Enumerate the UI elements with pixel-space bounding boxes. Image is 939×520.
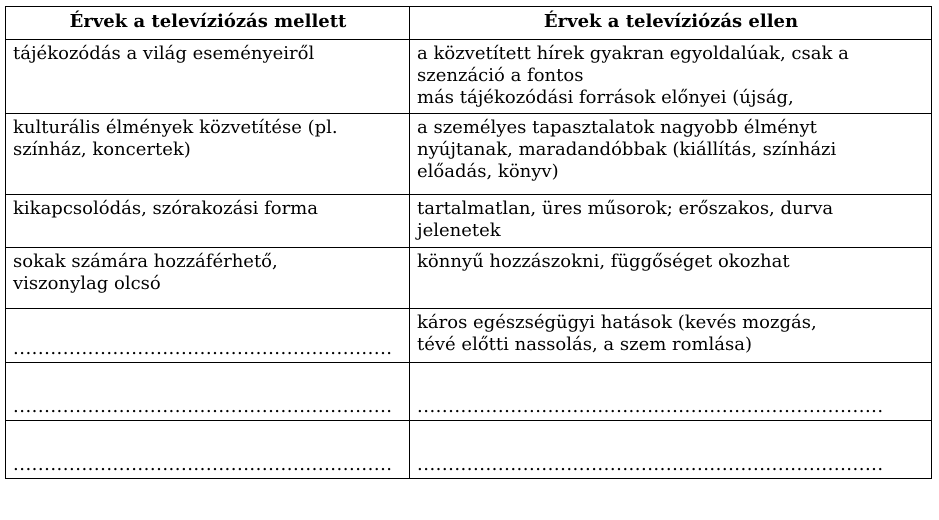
blank-dotted-line: ............................................................. (13, 454, 393, 475)
blank-dotted-line: ........................................................................... (417, 454, 884, 475)
blank-dotted-line: ............................................................. (13, 396, 393, 417)
contra-cell (410, 40, 932, 114)
pro-cell-blank[interactable] (6, 363, 410, 421)
header-contra: Érvek a televíziózás ellen (410, 7, 932, 40)
header-row (6, 7, 932, 40)
blank-dotted-line: ........................................................................... (417, 396, 884, 417)
arguments-table (5, 6, 932, 479)
table-row (6, 363, 932, 421)
contra-cell (410, 114, 932, 195)
table-row (6, 421, 932, 479)
cell-text: kulturális élmények közvetítése (pl. (13, 117, 338, 138)
pro-cell-blank[interactable] (6, 309, 410, 363)
cell-text: nyújtanak, maradandóbbak (kiállítás, színházi (417, 139, 837, 160)
cell-text: más tájékozódási források előnyei (újság, (417, 87, 794, 108)
header-pro: Érvek a televíziózás mellett (6, 7, 410, 40)
cell-text: könnyű hozzászokni, függőséget okozhat (417, 251, 790, 272)
cell-text: színház, koncertek) (13, 139, 191, 160)
pro-cell (6, 114, 410, 195)
table-row (6, 248, 932, 309)
cell-text: tájékozódás a világ eseményeiről (13, 43, 315, 64)
cell-text: a közvetített hírek gyakran egyoldalúak, csak a (417, 43, 849, 64)
cell-text: viszonylag olcsó (13, 273, 161, 294)
cell-text: jelenetek (417, 220, 501, 241)
table-row (6, 114, 932, 195)
table-row (6, 195, 932, 248)
blank-dotted-line: ............................................................. (13, 338, 393, 359)
contra-cell (410, 248, 932, 309)
cell-text: kikapcsolódás, szórakozási forma (13, 198, 318, 219)
cell-text: tartalmatlan, üres műsorok; erőszakos, durva (417, 198, 834, 219)
table-row (6, 309, 932, 363)
pro-cell (6, 195, 410, 248)
pro-cell (6, 40, 410, 114)
contra-cell-blank[interactable] (410, 421, 932, 479)
contra-cell (410, 195, 932, 248)
contra-cell (410, 309, 932, 363)
contra-cell-blank[interactable] (410, 363, 932, 421)
cell-text: káros egészségügyi hatások (kevés mozgás, (417, 312, 817, 333)
pro-cell-blank[interactable] (6, 421, 410, 479)
cell-text: tévé előtti nassolás, a szem romlása) (417, 334, 753, 355)
pro-cell (6, 248, 410, 309)
table-row (6, 40, 932, 114)
cell-text: előadás, könyv) (417, 161, 559, 182)
cell-text: sokak számára hozzáférhető, (13, 251, 278, 272)
cell-text: szenzáció a fontos (417, 65, 584, 86)
cell-text: a személyes tapasztalatok nagyobb élményt (417, 117, 817, 138)
